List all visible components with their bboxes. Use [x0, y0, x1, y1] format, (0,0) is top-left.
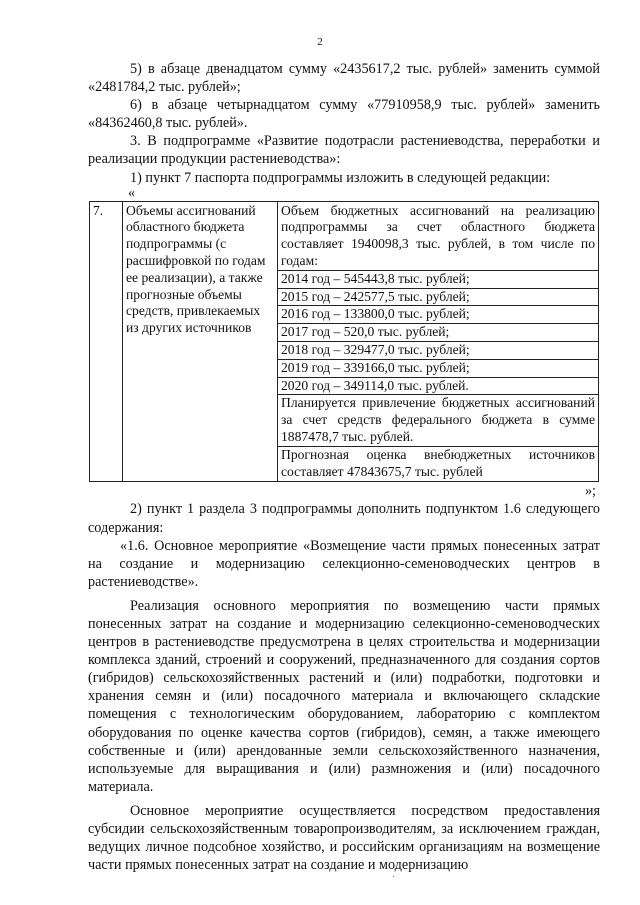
year-2019: 2019 год – 339166,0 тыс. рублей; [278, 360, 598, 378]
year-2014: 2014 год – 545443,8 тыс. рублей; [278, 271, 598, 289]
value-total-block [278, 203, 598, 271]
table-row [90, 201, 599, 482]
value-extrabudget: Прогнозная оценка внебюджетных источников составляет 47843675,7 тыс. рублей [281, 446, 595, 479]
year-2018: 2018 год – 329477,0 тыс. рублей; [278, 342, 598, 360]
year-2020: 2020 год – 349114,0 тыс. рублей. [278, 378, 598, 396]
item-5: 5) в абзаце двенадцатом сумму «2435617,2 тыс. рублей» заменить суммой «2481784,2 тыс. рублей»; [88, 61, 600, 96]
page-number: 2 [317, 36, 323, 48]
subitem-1: 1) пункт 7 паспорта подпрограммы изложить в следующей редакции: [130, 169, 551, 186]
paragraph-main-activity: Основное мероприятие осуществляется посредством предоставления субсидии сельскохозяйственным товаропроизводителям, за исключением граждан, ведущих личное подсобное хозяйство, и российским организациям на возмещение части прямых понесенных затрат на создание и модернизацию [88, 802, 600, 874]
passport-table [89, 201, 599, 483]
document-body [88, 60, 600, 874]
row-value [278, 201, 599, 482]
closing-quote: »; [584, 483, 596, 500]
section-3: 3. В подпрограмме «Развитие подотрасли растениеводства, переработки и реализации продукции растениеводства»: [88, 133, 600, 168]
subitem-2: 2) пункт 1 раздела 3 подпрограммы дополнить подпунктом 1.6 следующего содержания: [88, 501, 600, 536]
value-federal: Планируется привлечение бюджетных ассигнований за счет средств федерального бюджета в сумме 1887478,7 тыс. рублей. [278, 395, 598, 446]
opening-quote: « [128, 184, 136, 201]
scan-mark: · [392, 872, 396, 883]
row-number: 7. [90, 201, 123, 482]
subitem-1-6: «1.6. Основное мероприятие «Возмещение части прямых понесенных затрат на создание и модернизацию селекционно-семеноводческих центров в растениеводстве». [88, 537, 600, 590]
item-6: 6) в абзаце четырнадцатом сумму «77910958,9 тыс. рублей» заменить «84362460,8 тыс. рублей». [88, 97, 600, 132]
paragraph-implementation: Реализация основного мероприятия по возмещению части прямых понесенных затрат на создание и модернизацию селекционно-семеноводческих центров в растениеводстве предусмотрена в целях строительства и модернизации комплекса зданий, строений и сооружений, предназначенного для создания сортов (гибридов) сельскохозяйственных растений и (или) подработки, подготовки и хранения семян и (или) посадочного материала и включающего складские помещения с технологическим оборудованием, лабораторию с комплектом оборудования по оценке качества сортов (гибридов), семян, а также имеющего собственные и (или) арендованные земли сельскохозяйственного назначения, используемые для выращивания и (или) размножения и (или) посадочного материала. [88, 597, 600, 795]
row-name: Объемы ассигнований областного бюджета подпрограммы (с расшифровкой по годам ее реализации), а также прогнозные объемы средств, привлекаемых из других источников [123, 201, 278, 482]
year-2017: 2017 год – 520,0 тыс. рублей; [278, 324, 598, 342]
value-total: Объем бюджетных ассигнований на реализацию подпрограммы за счет областного бюджета составляет 1940098,3 тыс. рублей, в том числе по годам: [281, 202, 595, 269]
year-2015: 2015 год – 242577,5 тыс. рублей; [278, 289, 598, 307]
year-2016: 2016 год – 133800,0 тыс. рублей; [278, 306, 598, 324]
